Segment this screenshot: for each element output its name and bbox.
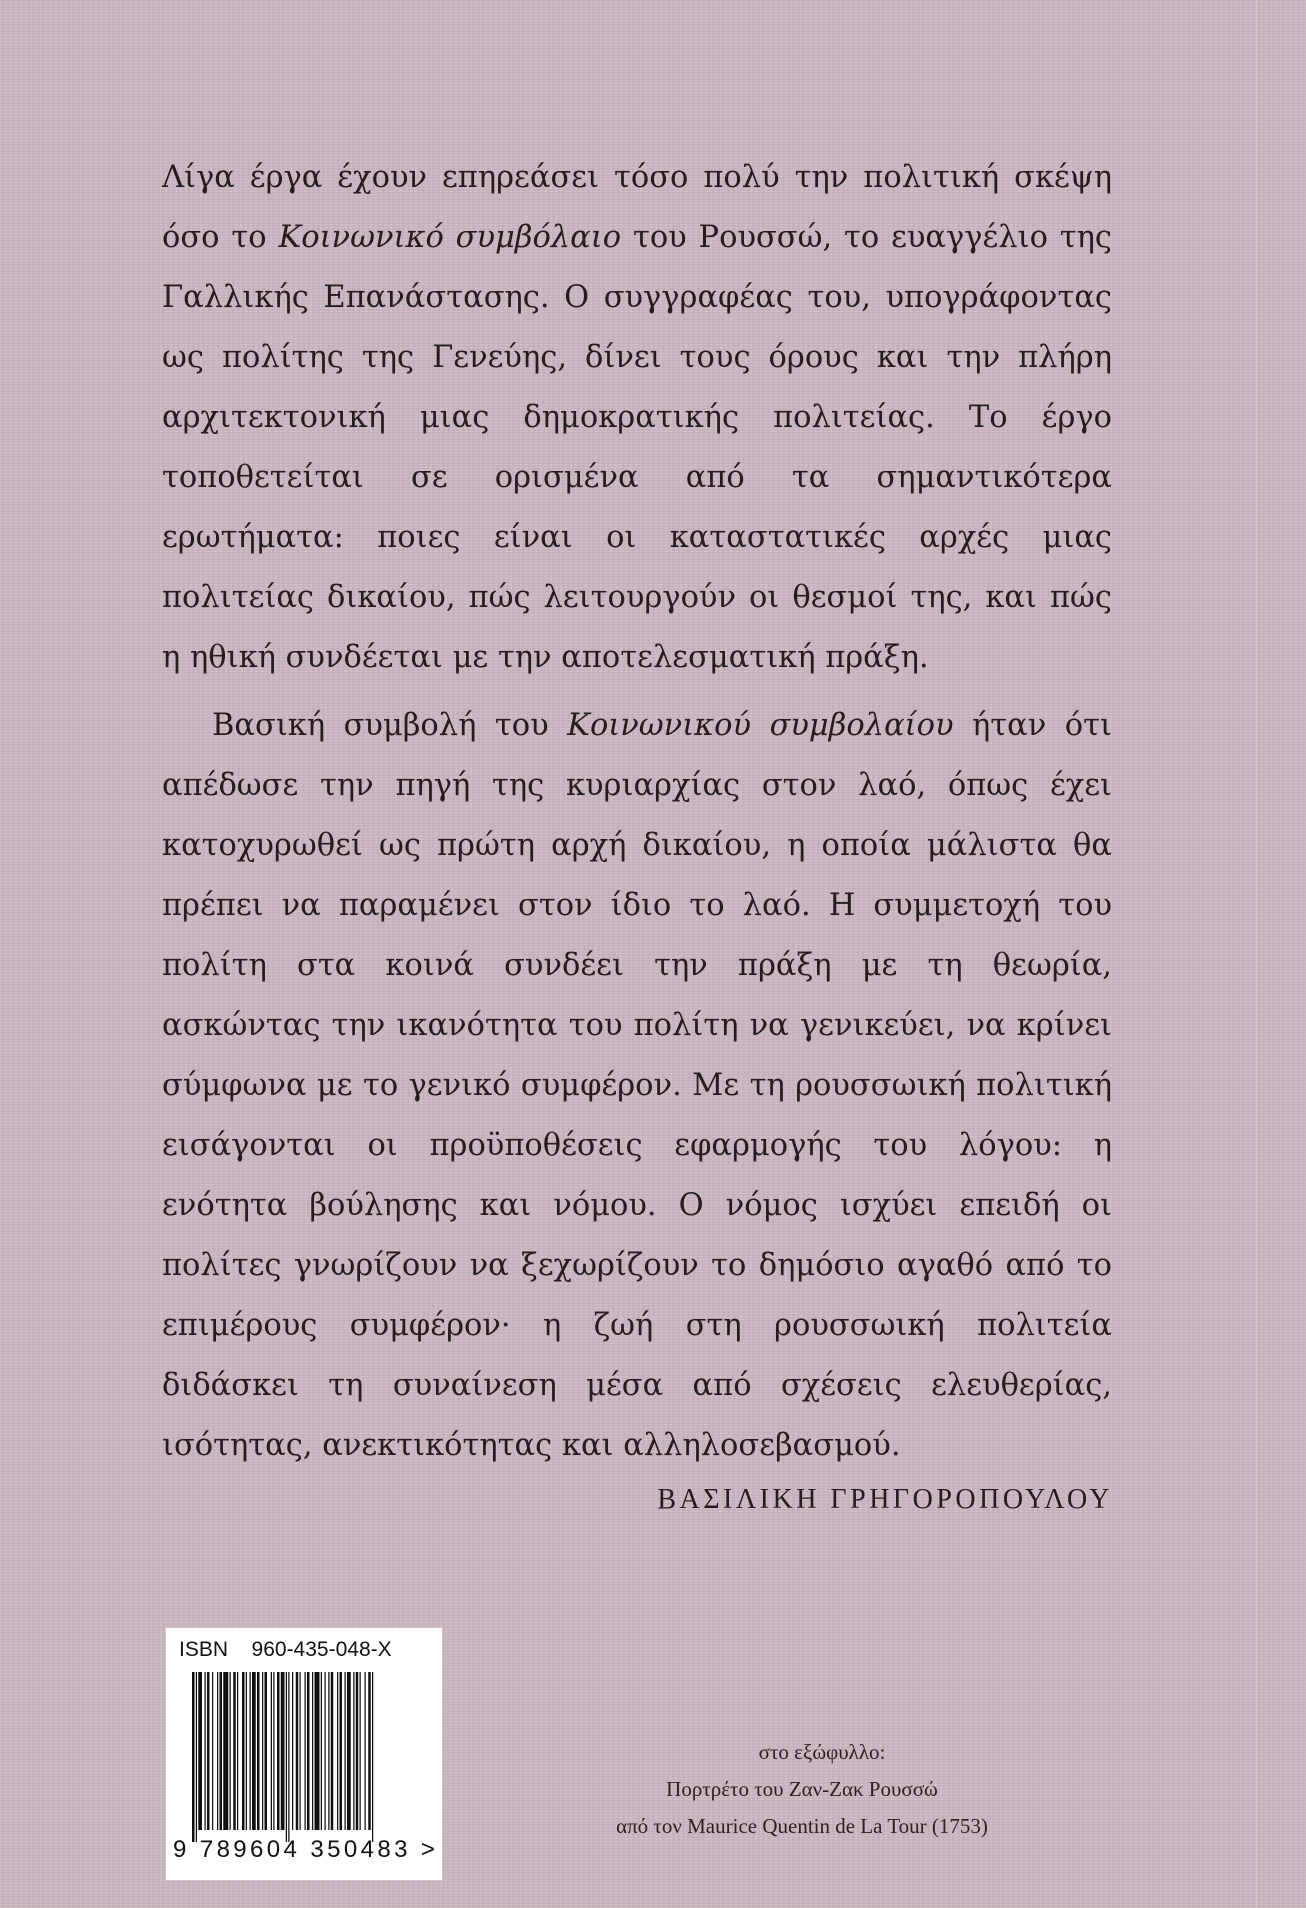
barcode-bar bbox=[212, 1672, 213, 1830]
barcode-bar bbox=[196, 1672, 197, 1842]
barcode-bar bbox=[331, 1672, 334, 1830]
barcode-bar bbox=[192, 1672, 195, 1842]
barcode-bar bbox=[277, 1672, 280, 1830]
isbn-line bbox=[179, 1638, 392, 1662]
barcode-bar bbox=[337, 1672, 338, 1830]
barcode-bar bbox=[368, 1672, 371, 1830]
barcode-bar bbox=[205, 1672, 206, 1830]
spine-fold bbox=[1256, 0, 1260, 1908]
barcode-bar bbox=[292, 1672, 293, 1830]
barcode-bar bbox=[312, 1672, 313, 1830]
barcode-bar bbox=[273, 1672, 274, 1830]
blurb-p2-text-start: Βασική συμβολή του bbox=[212, 708, 568, 743]
barcode-bars bbox=[192, 1672, 418, 1842]
barcode-bar bbox=[325, 1672, 326, 1830]
barcode-bar bbox=[252, 1672, 256, 1830]
book-title-genitive-italic: Κοινωνικού συμβολαίου bbox=[567, 708, 954, 743]
cover-credit-heading: στο εξώφυλλο: bbox=[758, 1740, 886, 1764]
author-name: ΒΑΣΙΛΙΚΗ ΓΡΗΓΟΡΟΠΟΥΛΟΥ bbox=[657, 1484, 1113, 1515]
cover-credit bbox=[540, 1734, 1064, 1845]
barcode-bar bbox=[265, 1672, 268, 1830]
barcode-label bbox=[165, 1627, 443, 1881]
blurb-p1-text-end: του Ρουσσώ, το ευαγγέλιο της Γαλλικής Επανάστασης. Ο συγγραφέας του, υπογράφοντας ως πολίτης της Γενεύης, δίνει τους όρους και την πλήρη αρχιτεκτονική μιας δημοκρατικής πολιτείας. Το έργο τοποθετείται σε ορισμένα από τα σημαντικότερα ερωτήματα: ποιες είναι οι καταστατικές αρχές μιας πολιτείας δικαίου, πώς λειτουργούν οι θεσμοί της, και πώς η ηθική συνδέεται με την αποτελεσματική πράξη. bbox=[162, 220, 1112, 675]
barcode-bar bbox=[233, 1672, 236, 1830]
blurb-text bbox=[162, 148, 1112, 1476]
barcode-bar bbox=[217, 1672, 218, 1830]
barcode-bar bbox=[347, 1672, 351, 1830]
barcode-bar bbox=[307, 1672, 310, 1830]
barcode-bar bbox=[296, 1672, 299, 1830]
blurb-p2-text-end: ήταν ότι απέδωσε την πηγή της κυριαρχίας στον λαό, όπως έχει κατοχυρωθεί ως πρώτη αρχή δικαίου, η οποία μάλιστα θα πρέπει να παραμένει στον ίδιο το λαό. Η συμμετοχή του πολίτη στα κοινά συνδέει την πράξη με τη θεωρία, ασκώντας την ικανότητα του πολίτη να γενικεύει, να κρίνει σύμφωνα με το γενικό συμφέρον. Με τη ρουσσωική πολιτική εισάγονται οι προϋποθέσεις εφαρμογής του λόγου: η ενότητα βούλησης και νόμου. Ο νόμος ισχύει επειδή οι πολίτες γνωρίζουν να ξεχωρίζουν το δημόσιο αγαθό από το επιμέρους συμφέρον· η ζωή στη ρουσσωική πολιτεία διδάσκει τη συναίνεση μέσα από σχέσεις ελευθερίας, ισότητας, ανεκτικότητας και αλληλοσεβασμού. bbox=[162, 708, 1112, 1463]
barcode-bar bbox=[345, 1672, 346, 1830]
barcode-bar bbox=[271, 1672, 272, 1830]
barcode-bar bbox=[328, 1672, 329, 1830]
barcode-bar bbox=[250, 1672, 251, 1830]
blurb-p1-text-start: Λίγα έργα έχουν επηρεάσει τόσο πολύ την πολιτική σκέψη όσο το bbox=[162, 160, 1112, 255]
barcode-bar bbox=[198, 1672, 202, 1830]
barcode-bar bbox=[223, 1672, 228, 1830]
barcode-bar bbox=[286, 1672, 287, 1842]
barcode-bar bbox=[220, 1672, 223, 1830]
barcode-bar bbox=[356, 1672, 359, 1830]
blurb-paragraph-1 bbox=[162, 148, 1112, 688]
barcode-bar bbox=[242, 1672, 245, 1830]
barcode-bar bbox=[281, 1672, 285, 1830]
barcode-bar bbox=[365, 1672, 366, 1830]
isbn-number: 960-435-048-X bbox=[251, 1638, 392, 1661]
barcode-bar bbox=[321, 1672, 322, 1830]
isbn-label: ISBN bbox=[179, 1638, 229, 1661]
cover-credit-portrait: Πορτρέτο του Ζαν-Ζακ Ρουσσώ bbox=[666, 1777, 938, 1801]
barcode-bar bbox=[237, 1672, 238, 1830]
blurb-paragraph-2 bbox=[162, 696, 1112, 1476]
barcode-bar bbox=[340, 1672, 343, 1830]
barcode-bar bbox=[230, 1672, 231, 1830]
ean-digits: 9 789604 350483 > bbox=[173, 1836, 439, 1863]
barcode-bar bbox=[315, 1672, 320, 1830]
barcode-bar bbox=[360, 1672, 361, 1830]
barcode-bar bbox=[305, 1672, 306, 1830]
barcode-bar bbox=[372, 1672, 373, 1842]
cover-credit-artist: από τον Maurice Quentin de La Tour (1753) bbox=[616, 1814, 988, 1838]
book-title-italic: Κοινωνικό συμβόλαιο bbox=[278, 220, 622, 255]
barcode-bar bbox=[300, 1672, 301, 1830]
barcode-bar bbox=[288, 1672, 289, 1842]
barcode-bar bbox=[246, 1672, 247, 1830]
barcode-bar bbox=[207, 1672, 210, 1830]
barcode-bar bbox=[257, 1672, 260, 1830]
barcode-bar bbox=[353, 1672, 354, 1830]
barcode-bar bbox=[262, 1672, 263, 1830]
